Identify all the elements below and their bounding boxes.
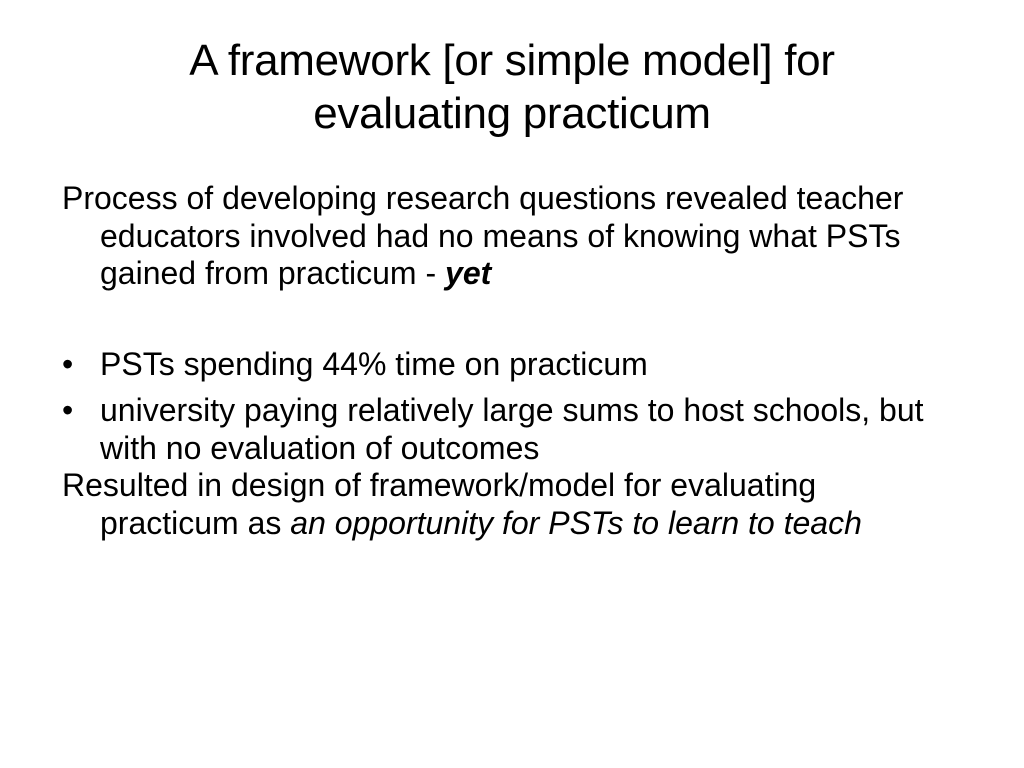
slide-body	[62, 180, 962, 542]
bullet-item-text: university paying relatively large sums to host schools, but with no evaluation of outcomes	[100, 392, 924, 466]
title-line-1: A framework [or simple model] for	[189, 36, 835, 85]
intro-paragraph	[62, 180, 962, 293]
slide-title	[40, 34, 984, 140]
intro-paragraph-text: Process of developing research questions revealed teacher educators involved had no means of knowing what PSTs gained from practicum -	[62, 180, 904, 291]
intro-paragraph-emphasis: yet	[445, 255, 492, 291]
bullet-item-text: PSTs spending 44% time on practicum	[100, 345, 648, 382]
result-paragraph-text: Resulted in design of framework/model for evaluating practicum as	[62, 467, 817, 541]
bullet-item-time	[62, 346, 962, 384]
title-line-2: evaluating practicum	[313, 89, 711, 138]
result-paragraph-emphasis: an opportunity for PSTs to learn to teach	[290, 504, 862, 541]
bullet-marker: •	[62, 345, 74, 382]
bullet-marker: •	[62, 392, 74, 428]
bullet-item-funding	[62, 392, 962, 467]
result-paragraph	[62, 467, 962, 542]
spacer	[62, 293, 962, 346]
